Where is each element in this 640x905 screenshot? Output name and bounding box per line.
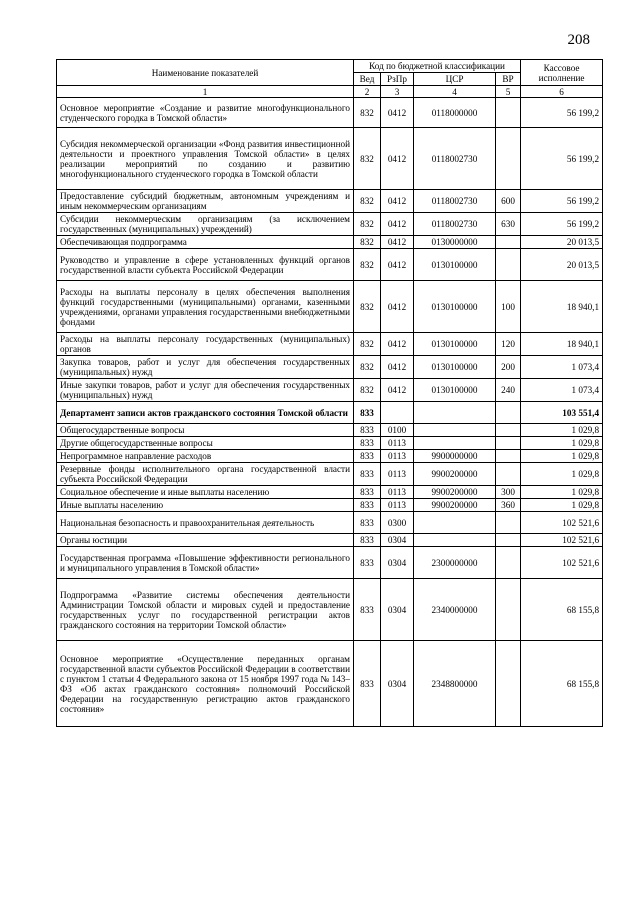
row-csr: 0130100000 [414, 281, 496, 333]
table-row [57, 450, 603, 463]
row-cash: 1 029,8 [521, 463, 603, 486]
row-csr: 0130100000 [414, 333, 496, 356]
table-row [57, 463, 603, 486]
header-num-4: 4 [414, 86, 496, 98]
row-csr: 0130100000 [414, 249, 496, 281]
table-row [57, 190, 603, 213]
row-csr: 2340000000 [414, 579, 496, 641]
header-csr: ЦСР [414, 73, 496, 86]
row-vr: 240 [496, 379, 521, 402]
row-rzpr: 0304 [381, 547, 414, 579]
row-cash: 1 073,4 [521, 379, 603, 402]
row-name: Основное мероприятие «Создание и развитие многофункционального студенческого городка в Томской области» [57, 98, 354, 128]
row-cash: 56 199,2 [521, 98, 603, 128]
table-row [57, 356, 603, 379]
row-cash: 1 073,4 [521, 356, 603, 379]
row-csr: 9900200000 [414, 463, 496, 486]
header-num-5: 5 [496, 86, 521, 98]
table-row [57, 486, 603, 499]
table-row [57, 499, 603, 512]
row-ved: 832 [354, 333, 381, 356]
row-vr: 630 [496, 213, 521, 236]
row-ved: 832 [354, 249, 381, 281]
table-row [57, 128, 603, 190]
row-rzpr: 0300 [381, 512, 414, 534]
row-rzpr: 0412 [381, 98, 414, 128]
row-vr [496, 402, 521, 424]
header-num-6: 6 [521, 86, 603, 98]
row-ved: 832 [354, 98, 381, 128]
row-ved: 833 [354, 547, 381, 579]
header-num-1: 1 [57, 86, 354, 98]
row-name: Руководство и управление в сфере установленных функций органов государственной власти субъекта Российской Федерации [57, 249, 354, 281]
row-ved: 832 [354, 128, 381, 190]
row-vr: 100 [496, 281, 521, 333]
row-csr: 0118002730 [414, 128, 496, 190]
row-csr: 0118002730 [414, 190, 496, 213]
row-ved: 832 [354, 190, 381, 213]
row-vr [496, 547, 521, 579]
row-ved: 832 [354, 356, 381, 379]
row-csr: 0118000000 [414, 98, 496, 128]
row-csr [414, 437, 496, 450]
row-rzpr [381, 402, 414, 424]
row-vr: 300 [496, 486, 521, 499]
row-name: Иные закупки товаров, работ и услуг для обеспечения государственных (муниципальных) нужд [57, 379, 354, 402]
row-csr: 9900200000 [414, 499, 496, 512]
row-name: Департамент записи актов гражданского состояния Томской области [57, 402, 354, 424]
row-rzpr: 0113 [381, 499, 414, 512]
row-name: Субсидии некоммерческим организациям (за исключением государственных (муниципальных) учреждений) [57, 213, 354, 236]
row-name: Социальное обеспечение и иные выплаты населению [57, 486, 354, 499]
row-vr [496, 128, 521, 190]
row-csr [414, 424, 496, 437]
table-row [57, 512, 603, 534]
row-ved: 832 [354, 213, 381, 236]
row-csr: 0118002730 [414, 213, 496, 236]
row-vr [496, 437, 521, 450]
row-csr: 0130100000 [414, 356, 496, 379]
row-name: Закупка товаров, работ и услуг для обеспечения государственных (муниципальных) нужд [57, 356, 354, 379]
row-cash: 68 155,8 [521, 641, 603, 727]
row-vr [496, 450, 521, 463]
row-csr [414, 534, 496, 547]
row-name: Предоставление субсидий бюджетным, автономным учреждениям и иным некоммерческим организациям [57, 190, 354, 213]
row-name: Непрограммное направление расходов [57, 450, 354, 463]
row-rzpr: 0412 [381, 281, 414, 333]
row-name: Обеспечивающая подпрограмма [57, 236, 354, 249]
table-row [57, 236, 603, 249]
row-ved: 833 [354, 534, 381, 547]
row-name: Иные выплаты населению [57, 499, 354, 512]
row-cash: 102 521,6 [521, 512, 603, 534]
row-rzpr: 0412 [381, 249, 414, 281]
row-cash: 1 029,8 [521, 450, 603, 463]
header-name: Наименование показателей [57, 60, 354, 86]
row-name: Основное мероприятие «Осуществление переданных органам государственной власти субъектов Российской Федерации в соответствии с пунктом 1 статьи 4 Федерального закона от 15 ноября 1997 года № 143–ФЗ «Об актах гражданского состояния» полномочий Российской Федерации на государственную регистрацию актов гражданского состояния» [57, 641, 354, 727]
row-ved: 833 [354, 402, 381, 424]
row-vr [496, 98, 521, 128]
row-name: Государственная программа «Повышение эффективности регионального и муниципального управления в Томской области» [57, 547, 354, 579]
row-ved: 833 [354, 499, 381, 512]
header-rzpr: РзПр [381, 73, 414, 86]
row-vr [496, 579, 521, 641]
row-cash: 20 013,5 [521, 249, 603, 281]
row-cash: 1 029,8 [521, 499, 603, 512]
budget-table [56, 59, 603, 727]
table-row [57, 437, 603, 450]
row-cash: 18 940,1 [521, 281, 603, 333]
header-num-3: 3 [381, 86, 414, 98]
row-rzpr: 0304 [381, 579, 414, 641]
row-cash: 102 521,6 [521, 547, 603, 579]
row-vr: 600 [496, 190, 521, 213]
budget-table-container [56, 59, 602, 727]
row-vr: 120 [496, 333, 521, 356]
table-row [57, 213, 603, 236]
row-rzpr: 0113 [381, 463, 414, 486]
row-vr: 360 [496, 499, 521, 512]
row-cash: 1 029,8 [521, 437, 603, 450]
page-number: 208 [567, 32, 590, 48]
row-vr [496, 236, 521, 249]
row-ved: 833 [354, 641, 381, 727]
header-ved: Вед [354, 73, 381, 86]
row-cash: 103 551,4 [521, 402, 603, 424]
row-cash: 56 199,2 [521, 190, 603, 213]
row-rzpr: 0412 [381, 333, 414, 356]
row-name: Национальная безопасность и правоохранительная деятельность [57, 512, 354, 534]
row-ved: 833 [354, 450, 381, 463]
row-csr: 9900200000 [414, 486, 496, 499]
table-row [57, 333, 603, 356]
header-code-group: Код по бюджетной классификации [354, 60, 521, 73]
row-rzpr: 0100 [381, 424, 414, 437]
row-rzpr: 0113 [381, 450, 414, 463]
row-vr [496, 463, 521, 486]
table-row [57, 534, 603, 547]
row-vr: 200 [496, 356, 521, 379]
row-ved: 833 [354, 579, 381, 641]
row-name: Резервные фонды исполнительного органа государственной власти субъекта Российской Федерации [57, 463, 354, 486]
row-name: Общегосударственные вопросы [57, 424, 354, 437]
row-vr [496, 512, 521, 534]
row-cash: 56 199,2 [521, 128, 603, 190]
row-cash: 102 521,6 [521, 534, 603, 547]
row-vr [496, 249, 521, 281]
row-cash: 20 013,5 [521, 236, 603, 249]
row-rzpr: 0412 [381, 213, 414, 236]
row-rzpr: 0304 [381, 641, 414, 727]
row-vr [496, 641, 521, 727]
row-rzpr: 0113 [381, 437, 414, 450]
table-header [57, 60, 603, 98]
row-csr [414, 512, 496, 534]
header-vr: ВР [496, 73, 521, 86]
row-rzpr: 0412 [381, 236, 414, 249]
row-cash: 1 029,8 [521, 486, 603, 499]
row-rzpr: 0113 [381, 486, 414, 499]
table-row [57, 424, 603, 437]
table-row [57, 249, 603, 281]
row-rzpr: 0412 [381, 190, 414, 213]
row-name: Субсидия некоммерческой организации «Фонд развития инвестиционной деятельности и проектного управления Томской области» в целях реализации мероприятий по созданию и развитию многофункционального студенческого городка в Томской области [57, 128, 354, 190]
row-csr: 0130000000 [414, 236, 496, 249]
row-name: Расходы на выплаты персоналу государственных (муниципальных) органов [57, 333, 354, 356]
row-ved: 832 [354, 236, 381, 249]
row-ved: 833 [354, 486, 381, 499]
row-ved: 833 [354, 424, 381, 437]
table-row [57, 641, 603, 727]
row-name: Подпрограмма «Развитие системы обеспечения деятельности Администрации Томской области и мировых судей и предоставление государственных услуг по государственной регистрации актов гражданского состояния на территории Томской области» [57, 579, 354, 641]
row-name: Другие общегосударственные вопросы [57, 437, 354, 450]
row-cash: 1 029,8 [521, 424, 603, 437]
row-rzpr: 0412 [381, 379, 414, 402]
row-cash: 56 199,2 [521, 213, 603, 236]
row-vr [496, 534, 521, 547]
row-vr [496, 424, 521, 437]
row-csr [414, 402, 496, 424]
row-ved: 832 [354, 379, 381, 402]
row-rzpr: 0304 [381, 534, 414, 547]
row-csr: 9900000000 [414, 450, 496, 463]
row-csr: 2300000000 [414, 547, 496, 579]
table-row [57, 402, 603, 424]
row-csr: 2348800000 [414, 641, 496, 727]
table-row [57, 547, 603, 579]
header-cash: Кассовое исполнение [521, 60, 603, 86]
table-row [57, 379, 603, 402]
table-row [57, 579, 603, 641]
row-csr: 0130100000 [414, 379, 496, 402]
table-body [57, 98, 603, 727]
row-rzpr: 0412 [381, 356, 414, 379]
row-name: Расходы на выплаты персоналу в целях обеспечения выполнения функций государственными (муниципальными) органами, казенными учреждениями, органами управления государственными внебюджетными фондами [57, 281, 354, 333]
row-ved: 832 [354, 281, 381, 333]
table-row [57, 98, 603, 128]
row-ved: 833 [354, 463, 381, 486]
table-row [57, 281, 603, 333]
row-rzpr: 0412 [381, 128, 414, 190]
row-ved: 833 [354, 437, 381, 450]
row-name: Органы юстиции [57, 534, 354, 547]
header-num-2: 2 [354, 86, 381, 98]
row-cash: 68 155,8 [521, 579, 603, 641]
row-cash: 18 940,1 [521, 333, 603, 356]
row-ved: 833 [354, 512, 381, 534]
